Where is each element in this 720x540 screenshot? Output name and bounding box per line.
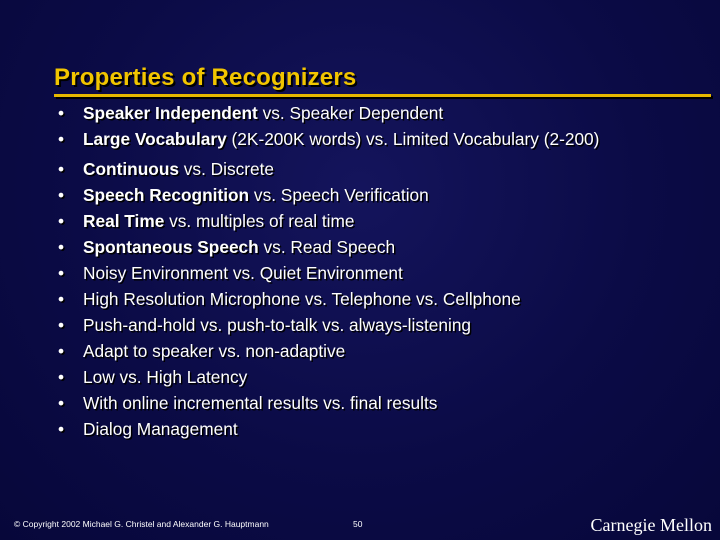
- bullet-text: With online incremental results vs. final results: [83, 393, 438, 413]
- bullet-dot-icon: •: [57, 211, 65, 231]
- bullet-item: [54, 238, 694, 256]
- bullet-strong-text: Spontaneous Speech: [83, 237, 259, 257]
- bullet-dot-icon: •: [57, 129, 65, 149]
- bullet-item: [54, 368, 694, 386]
- title-underline: [54, 94, 711, 97]
- bullet-text: vs. Speaker Dependent: [257, 103, 444, 123]
- bullet-dot-icon: •: [57, 315, 65, 335]
- bullet-item: [54, 316, 694, 334]
- bullet-strong-text: Speech Recognition: [83, 185, 250, 205]
- bullet-dot-icon: •: [57, 103, 65, 123]
- bullet-item: [54, 264, 694, 282]
- bullet-item: [54, 420, 694, 438]
- bullet-item: [54, 186, 694, 204]
- bullet-strong-text: Large Vocabulary: [83, 129, 227, 149]
- bullet-dot-icon: •: [57, 237, 65, 257]
- bullet-dot-icon: •: [57, 419, 65, 439]
- bullet-text: Adapt to speaker vs. non-adaptive: [83, 341, 346, 361]
- bullet-dot-icon: •: [57, 159, 65, 179]
- bullet-item: [54, 394, 694, 412]
- brand-logo-text: Carnegie Mellon: [590, 515, 712, 535]
- bullet-text: vs. Speech Verification: [249, 185, 429, 205]
- footer-copyright: © Copyright 2002 Michael G. Christel and Alexander G. Hauptmann: [14, 519, 269, 529]
- bullet-item: [54, 160, 694, 178]
- bullet-dot-icon: •: [57, 393, 65, 413]
- bullet-text: vs. Read Speech: [258, 237, 396, 257]
- bullet-dot-icon: •: [57, 289, 65, 309]
- bullet-dot-icon: •: [57, 367, 65, 387]
- bullet-dot-icon: •: [57, 185, 65, 205]
- bullet-list: [54, 104, 694, 446]
- bullet-text: (2K-200K words) vs. Limited Vocabulary (2-200): [226, 129, 600, 149]
- bullet-item: [54, 130, 694, 148]
- bullet-strong-text: Real Time: [83, 211, 165, 231]
- bullet-strong-text: Continuous: [83, 159, 179, 179]
- bullet-text: vs. Discrete: [178, 159, 275, 179]
- bullet-text: Noisy Environment vs. Quiet Environment: [83, 263, 403, 283]
- page-number: 50: [353, 519, 363, 529]
- bullet-item: [54, 104, 694, 122]
- bullet-text: Dialog Management: [83, 419, 238, 439]
- bullet-item: [54, 212, 694, 230]
- bullet-text: Push-and-hold vs. push-to-talk vs. always-listening: [83, 315, 472, 335]
- bullet-item: [54, 342, 694, 360]
- bullet-dot-icon: •: [57, 341, 65, 361]
- bullet-strong-text: Speaker Independent: [83, 103, 258, 123]
- bullet-text: High Resolution Microphone vs. Telephone vs. Cellphone: [83, 289, 521, 309]
- bullet-text: vs. multiples of real time: [164, 211, 355, 231]
- bullet-dot-icon: •: [57, 263, 65, 283]
- bullet-text: Low vs. High Latency: [83, 367, 248, 387]
- bullet-item: [54, 290, 694, 308]
- slide-title: Properties of Recognizers: [54, 64, 357, 91]
